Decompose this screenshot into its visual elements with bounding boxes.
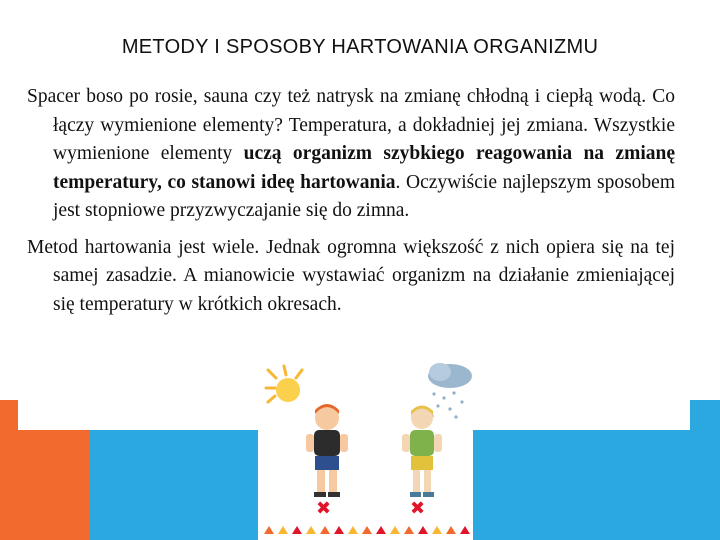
slide-body: [27, 83, 675, 327]
decorative-triangle-border: [264, 526, 470, 534]
slide-title: METODY I SPOSOBY HARTOWANIA ORGANIZMU: [121, 36, 599, 58]
illustration: [258, 358, 473, 540]
red-x-icon: ✖: [316, 498, 332, 519]
paragraph-1: [27, 83, 675, 226]
paragraph-1-bold: uczą organizm szybkiego reagowania na zmianę temperatury, co stanowi ideę hartowania: [53, 143, 675, 193]
red-x-icon: ✖: [410, 498, 426, 519]
hot-child-figure: [298, 400, 356, 500]
paragraph-2: Metod hartowania jest wiele. Jednak ogromna większość z nich opiera się na tej samej zasadzie. A mianowicie wystawiać organizm na działanie zmieniającej się temperatury w krótkich okresach.: [27, 236, 675, 315]
cold-child-figure: [396, 400, 448, 500]
paragraph-1-text-a: Spacer boso po rosie, sauna czy też natrysk na zmianę chłodną i ciepłą wodą. Co łączy wymienione elementy? Temperatura, a dokładniej jej zmiana. Wszystkie wymienione elementy: [27, 86, 675, 164]
paragraph-1-text-b: . Oczywiście najlepszym sposobem jest stopniowe przyzwyczajanie się do zimna.: [53, 171, 675, 221]
